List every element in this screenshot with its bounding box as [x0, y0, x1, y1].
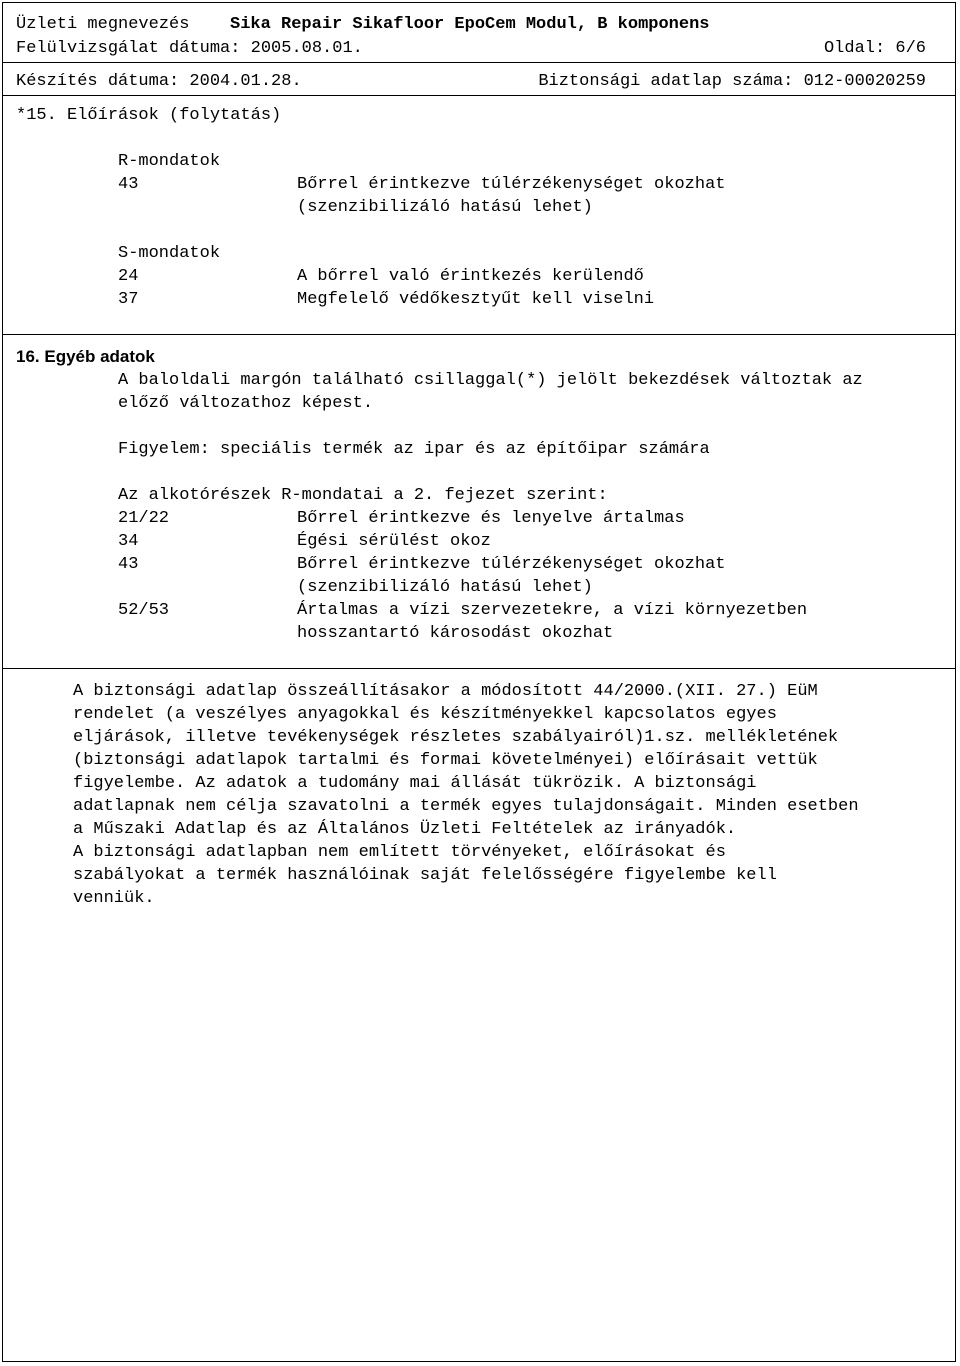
footer-line: A biztonsági adatlap összeállításakor a módosított 44/2000.(XII. 27.) EüM	[73, 682, 818, 701]
component-text-line: Bőrrel érintkezve és lenyelve ártalmas	[297, 509, 685, 528]
header-divider	[2, 62, 956, 63]
footer-line: szabályokat a termék használóinak saját felelősségére figyelembe kell	[73, 866, 777, 885]
r-heading: R-mondatok	[118, 152, 221, 171]
created-date: Készítés dátuma: 2004.01.28.	[16, 72, 302, 91]
component-text-line: Bőrrel érintkezve túlérzékenységet okozhat	[297, 555, 726, 574]
footer-line: (biztonsági adatlapok tartalmi és formai követelményei) előírásait vettük	[73, 751, 818, 770]
product-name: Sika Repair Sikafloor EpoCem Modul, B komponens	[230, 15, 710, 34]
r-text-line: (szenzibilizáló hatású lehet)	[297, 198, 593, 217]
section16-title: 16. Egyéb adatok	[16, 347, 155, 366]
component-text-line: Égési sérülést okoz	[297, 532, 491, 551]
component-code: 21/22	[118, 509, 170, 528]
intro-line: A baloldali margón található csillaggal(*) jelölt bekezdések változtak az	[118, 371, 863, 390]
section-divider	[2, 334, 956, 335]
component-code: 52/53	[118, 601, 170, 620]
component-text-line: (szenzibilizáló hatású lehet)	[297, 578, 593, 597]
header-divider-2	[2, 95, 956, 96]
footer-line: figyelembe. Az adatok a tudomány mai állását tükrözik. A biztonsági	[73, 774, 757, 793]
component-text-line: hosszantartó károsodást okozhat	[297, 624, 614, 643]
intro-line: előző változathoz képest.	[118, 394, 374, 413]
footer-line: eljárások, illetve tevékenységek részletes szabályairól)1.sz. mellékletének	[73, 728, 839, 747]
component-code: 43	[118, 555, 139, 574]
section-divider	[2, 668, 956, 669]
revision-date: Felülvizsgálat dátuma: 2005.08.01.	[16, 39, 363, 58]
sheet-number: Biztonsági adatlap száma: 012-00020259	[538, 72, 926, 91]
section15-title: *15. Előírások (folytatás)	[16, 106, 282, 125]
component-text-line: Ártalmas a vízi szervezetekre, a vízi környezetben	[297, 601, 808, 620]
footer-line: rendelet (a veszélyes anyagokkal és készítményekkel kapcsolatos egyes	[73, 705, 777, 724]
page-number: Oldal: 6/6	[823, 39, 926, 58]
footer-line: venniük.	[73, 889, 155, 908]
components-heading: Az alkotórészek R-mondatai a 2. fejezet szerint:	[118, 486, 608, 505]
s-code: 37	[118, 290, 139, 309]
footer-line: A biztonsági adatlapban nem említett törvényeket, előírásokat és	[73, 843, 726, 862]
product-label: Üzleti megnevezés	[16, 15, 190, 34]
s-text-line: Megfelelő védőkesztyűt kell viselni	[297, 290, 655, 309]
footer-line: a Műszaki Adatlap és az Általános Üzleti Feltételek az irányadók.	[73, 820, 737, 839]
footer-line: adatlapnak nem célja szavatolni a termék egyes tulajdonságait. Minden esetben	[73, 797, 859, 816]
s-text-line: A bőrrel való érintkezés kerülendő	[297, 267, 644, 286]
r-text-line: Bőrrel érintkezve túlérzékenységet okozhat	[297, 175, 726, 194]
notice: Figyelem: speciális termék az ipar és az építőipar számára	[118, 440, 710, 459]
s-code: 24	[118, 267, 139, 286]
s-heading: S-mondatok	[118, 244, 221, 263]
component-code: 34	[118, 532, 139, 551]
r-code: 43	[118, 175, 139, 194]
